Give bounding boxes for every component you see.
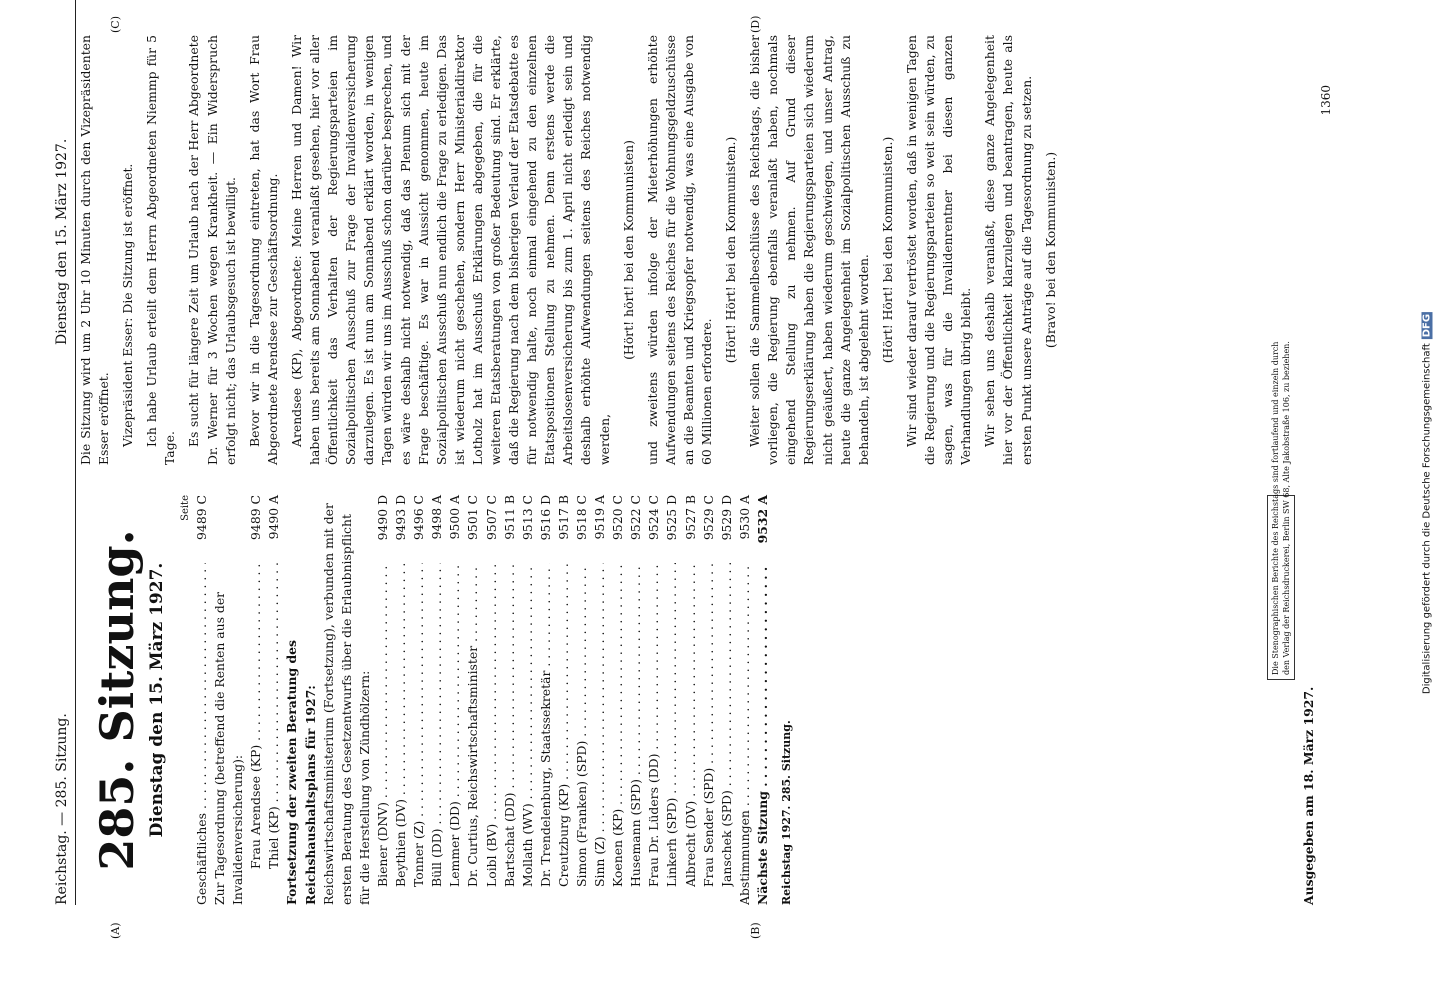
toc-page: 9489 C [194,495,209,540]
header-center: Dienstag den 15. März 1927. [54,138,70,345]
toc-heading: Zur Tagesordnung (betreffend die Renten aus der Invalidenversicherung): [212,591,246,905]
header-left: Reichstag. — 285. Sitzung. [54,713,70,905]
speaker-name: Albrecht (DV) . . . [682,563,700,887]
toc-row [410,495,428,905]
toc-row [663,495,681,905]
publisher-note [1267,341,1295,680]
toc-page: 9530 A [736,495,752,540]
toc-row [627,495,645,905]
toc-row [645,495,663,905]
toc-row [573,495,591,905]
toc-row [464,495,482,905]
toc-heading: Reichswirtschaftsministerium (Fortsetzung), verbunden mit der ersten Beratung des Gesetzentwurfs über die Erlaubnispflicht für die Herstellung von Zündhölzern: [320,503,372,905]
speaker-name: Bartschat (DD) . . . [501,563,519,887]
toc-row [682,495,700,905]
interjection: (Hört! hört! bei den Kommunisten) [620,140,636,360]
right-column [77,35,1066,465]
toc-row [446,495,464,905]
body-paragraph: Es sucht für längere Zeit um Urlaub nach der Herr Abgeordnete Dr. Werner für 3 Wochen wegen Krankheit. — Ein Widerspruch erfolgt nicht; das Urlaubsgesuch ist bewilligt. [186,35,238,465]
speaker-page: 9522 C [628,495,644,540]
speaker-name: Simon (Franken) (SPD) . . . [573,563,591,887]
interjection: (Hört! Hört! bei den Kommunisten.) [723,136,739,364]
toc-page: 9489 C [248,495,264,540]
toc-label: Geschäftliches . . . [193,563,211,905]
speaker-page: 9518 C [573,495,589,540]
speaker-name: Husemann (SPD) . . . [627,563,645,887]
running-header [53,0,79,905]
toc-row [374,495,392,905]
body-paragraph: Vizepräsident Esser: Die Sitzung ist eröffnet. [120,163,136,447]
toc-row [718,495,736,905]
toc-label: Abstimmungen . . . [736,563,754,905]
body-paragraph: Ich habe Urlaub erteilt dem Herrn Abgeordneten Niemmp für 5 Tage. [144,35,178,465]
speaker-page: 9496 C [411,495,427,540]
margin-letter-d: (D) [749,15,762,33]
body-paragraph: Bevor wir in die Tagesordnung eintreten, hat das Wort Frau Abgeordnete Arendsee zur Geschäftsordnung. [246,35,280,465]
speaker-name: Linkerh (SPD) . . . [663,563,681,887]
seite-label: Seite [180,495,191,521]
speaker-page: 9525 D [664,495,680,541]
toc-label: Thiel (KP) . . . [265,563,283,869]
speaker-page: 9517 B [555,495,571,540]
speaker-page: 9519 A [592,495,608,540]
toc-label: Frau Arendsee (KP) . . . [247,563,265,869]
speaker-page: 9490 D [374,495,390,541]
speaker-name: Büll (DD) . . . [428,563,446,887]
speaker-name: Tonner (Z) . . . [410,563,428,887]
body-paragraph: Die Sitzung wird um 2 Uhr 10 Minuten durch den Vizepräsidenten Esser eröffnet. [78,35,112,465]
speaker-page: 9500 A [447,495,463,540]
speaker-list [374,495,736,905]
dfg-credit-text: Digitalisierung gefördert durch die Deutsche Forschungsgemeinschaft [1421,343,1433,695]
toc-row [483,495,501,905]
speaker-page: 9524 C [646,495,662,540]
toc-row [193,495,211,905]
margin-letter-c: (C) [109,16,122,33]
speaker-page: 9516 D [537,495,553,541]
toc-page: 9490 A [266,495,282,540]
speaker-name: Mollath (WV) . . . [519,563,537,887]
toc-row [754,495,772,905]
margin-letter-a: (A) [109,922,122,939]
interjection: (Bravo! bei den Kommunisten.) [1042,151,1058,349]
bottom-number: 1360 [1319,85,1333,116]
toc-heading: Fortsetzung der zweiten Beratung des Reichshaushaltsplans für 1927: [284,639,318,905]
note-line: den Verlag der Reichsdruckerei, Berlin SW 68, Alte Jakobstraße 106, zu beziehen. [1282,341,1291,675]
left-column [77,495,796,905]
speaker-name: Creutzburg (KP) . . . [555,563,573,887]
toc-row [537,495,555,905]
footer-left: Reichstag 1927. 285. Sitzung. [780,720,793,905]
body-paragraph: Wir sehen uns deshalb veranlaßt, diese ganze Angelegenheit hier vor der Öffentlichkeit klarzulegen und beantragen, heute als ersten Punkt unsere Anträge auf die Tagesordnung zu setzen. [982,35,1034,465]
speaker-name: Sinn (Z) . . . [591,563,609,887]
toc-row [700,495,718,905]
toc-page: 9532 A [754,495,770,544]
issued-date: Ausgegeben am 18. März 1927. [1301,686,1316,905]
body-paragraph: Arendsee (KP), Abgeordnete: Meine Herren und Damen! Wir haben uns bereits am Sonnabend veranlaßt gesehen, hier vor aller Öffentlichkeit das Verhalten der Regierungsparteien im Sozialpolitischen Ausschuß zur Frage der Invalidenversicherung darzulegen. Es ist nun am Sonnabend erklärt worden, in wenigen Tagen würden wir uns im Ausschuß schon darüber besprechen, und es wäre deshalb nicht notwendig, daß das Plenum sich mit der Frage beschäftige. Es war in Aussicht genommen, heute im Sozialpolitischen Ausschuß nun endlich die Frage zu erledigen. Das ist wiederum nicht geschehen, sondern Herr Ministerialdirektor Lotholz hat im Ausschuß Erklärungen abgegeben, die für die weiteren Etatsberatungen von großer Bedeutung sind. Er erklärte, daß die Regierung nach dem bisherigen Verlauf der Etatsdebatte es für notwendig halte, noch einmal eingehend zu den einzelnen Etatspositionen Stellung zu nehmen. Denn erstens werde die Arbeitslosenversicherung bis zum 1. April nicht erledigt sein und deshalb erhöhte Aufwendungen seitens des Reiches notwendig werden, [288,35,612,465]
dfg-logo: DFG [1421,313,1433,338]
speaker-page: 9501 C [465,495,481,540]
margin-letter-b: (B) [749,922,762,939]
speaker-page: 9527 B [682,495,698,540]
header-rule [75,0,76,905]
speaker-name: Lemmer (DD) . . . [446,563,464,887]
speaker-page: 9520 C [610,495,626,540]
rotated-page [47,15,1387,939]
speaker-name: Frau Dr. Lüders (DD) . . . [645,563,663,887]
session-date: Dienstag den 15. März 1927. [147,562,167,838]
speaker-page: 9513 C [519,495,535,540]
body-paragraph: Weiter sollen die Sammelbeschlüsse des Reichstags, die bisher vorliegen, die Regierung ebenfalls veranlaßt haben, nochmals eingehend Stellung zu nehmen. Auf Grund dieser Regierungserklärung haben die Regierungsparteien sich wiederum nicht geäußert, haben wiederum geschwiegen, und unser Antrag, heute die ganze Angelegenheit im Sozialpolitischen Ausschuß zu behandeln, ist abgelehnt worden. [747,35,871,465]
toc-row [555,495,573,905]
speaker-name: Dr. Curtius, Reichswirtschaftsminister . . . [464,563,482,887]
note-line: Die Stenographischen Berichte des Reichstags sind fortlaufend und einzeln durch [1271,341,1280,675]
toc-row [519,495,537,905]
toc-row [392,495,410,905]
speaker-page: 9498 A [429,495,445,540]
speaker-page: 9511 B [501,495,517,540]
toc-label: Nächste Sitzung . . . [754,563,772,905]
speaker-name: Beythien (DV) . . . [392,563,410,887]
session-title: 285. Sitzung. [90,529,144,871]
toc-row [247,495,265,905]
interjection: (Hört! Hört! bei den Kommunisten.) [879,136,895,364]
speaker-name: Loibl (BV) . . . [483,563,501,887]
speaker-name: Dr. Trendelenburg, Staatssekretär . . . [537,563,555,887]
toc-row [265,495,283,905]
speaker-page: 9507 C [483,495,499,540]
toc-row [428,495,446,905]
toc-row [736,495,754,905]
toc-row [501,495,519,905]
speaker-page: 9493 D [393,495,409,541]
speaker-name: Janschek (SPD) . . . [718,563,736,887]
speaker-name: Biener (DNV) . . . [374,563,392,887]
dfg-credit [1422,312,1433,694]
speaker-page: 9529 D [718,495,734,541]
speaker-name: Koenen (KP) . . . [609,563,627,887]
body-paragraph: Wir sind wieder darauf vertröstet worden, daß in wenigen Tagen die Regierung und die Regierungsparteien so weit sein würden, zu sagen, was für die Invalidenrentner bei diesen ganzen Verhandlungen übrig bleibt. [903,35,974,465]
speaker-name: Frau Sender (SPD) . . . [700,563,718,887]
toc-row [591,495,609,905]
toc-row [609,495,627,905]
body-paragraph: und zweitens würden infolge der Mieterhöhungen erhöhte Aufwendungen seitens des Reiches für die Wohnungsgeldzuschüsse an die Beamten und Kriegsopfer notwendig, was eine Ausgabe von 60 Millionen erfordere. [644,35,714,465]
speaker-page: 9529 C [700,495,716,540]
dfg-credit-strip [1420,8,1434,998]
